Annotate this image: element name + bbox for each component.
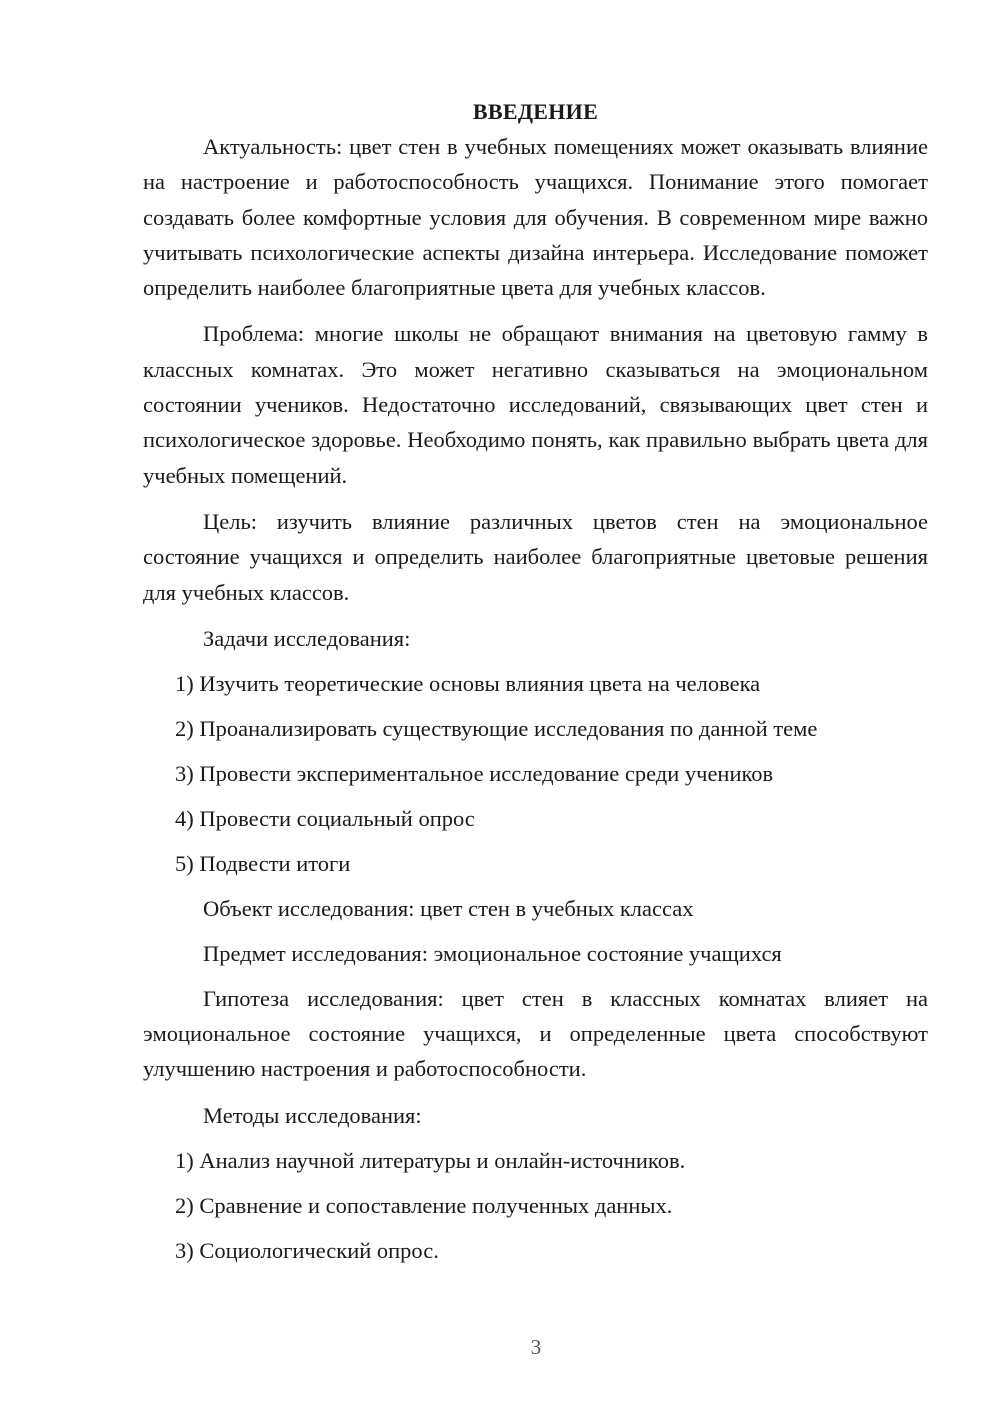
- problem-paragraph: Проблема: многие школы не обращают внимания на цветовую гамму в классных комнатах. Это может негативно сказываться на эмоциональном состоянии учеников. Недостаточно исследований, связывающих цвет стен и психологическое здоровье. Необходимо понять, как правильно выбрать цвета для учебных помещений.: [143, 321, 928, 488]
- page-title: ВВЕДЕНИЕ: [472, 99, 599, 124]
- tasks-heading: Задачи исследования:: [203, 625, 411, 651]
- methods-list: [143, 1143, 928, 1268]
- tasks-list: [143, 666, 928, 881]
- list-item: 3) Социологический опрос.: [175, 1237, 439, 1263]
- methods-heading: Методы исследования:: [203, 1102, 422, 1128]
- list-item: 5) Подвести итоги: [175, 850, 351, 876]
- hypothesis-paragraph: Гипотеза исследования: цвет стен в классных комнатах влияет на эмоциональное состояние учащихся, и определенные цвета способствуют улучшению настроения и работоспособности.: [143, 985, 928, 1082]
- list-item: 4) Провести социальный опрос: [175, 805, 475, 831]
- list-item: 2) Проанализировать существующие исследования по данной теме: [175, 715, 818, 741]
- list-item: 3) Провести экспериментальное исследование среди учеников: [175, 760, 774, 786]
- list-item: 1) Анализ научной литературы и онлайн-источников.: [175, 1147, 686, 1173]
- object-line: Объект исследования: цвет стен в учебных классах: [203, 895, 694, 921]
- document-page: [143, 94, 928, 1278]
- list-item: 2) Сравнение и сопоставление полученных данных.: [175, 1192, 673, 1218]
- page-number: 3: [530, 1335, 542, 1359]
- relevance-paragraph: Актуальность: цвет стен в учебных помещениях может оказывать влияние на настроение и работоспособность учащихся. Понимание этого помогает создавать более комфортные условия для обучения. В современном мире важно учитывать психологические аспекты дизайна интерьера. Исследование поможет определить наиболее благоприятные цвета для учебных классов.: [143, 134, 928, 301]
- goal-paragraph: Цель: изучить влияние различных цветов стен на эмоциональное состояние учащихся и определить наиболее благоприятные цветовые решения для учебных классов.: [143, 508, 928, 605]
- subject-line: Предмет исследования: эмоциональное состояние учащихся: [203, 940, 782, 966]
- list-item: 1) Изучить теоретические основы влияния цвета на человека: [175, 670, 761, 696]
